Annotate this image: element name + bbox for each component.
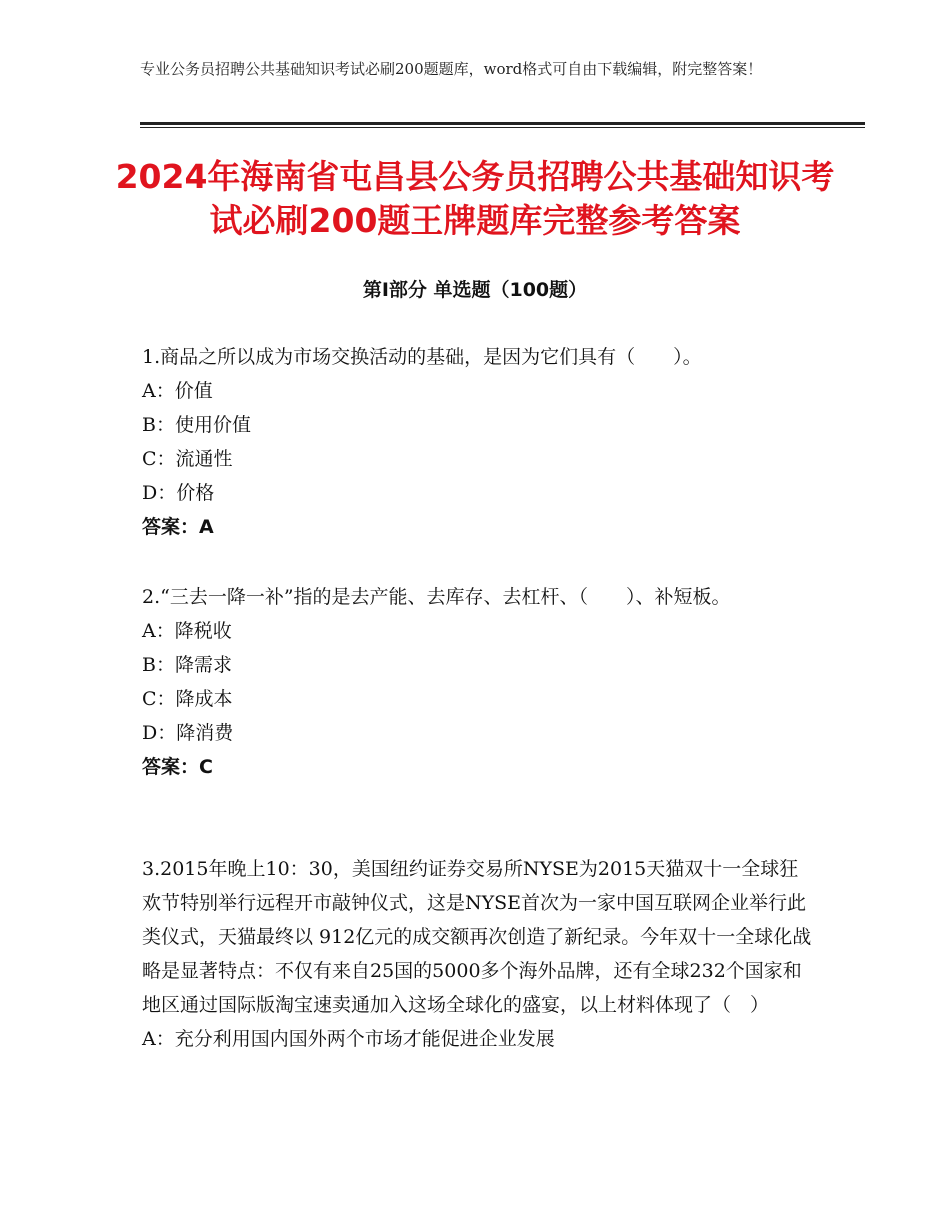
option-b: B：降需求 [142, 654, 232, 676]
answer: 答案：A [142, 516, 214, 538]
option-d: D：价格 [142, 482, 215, 504]
question-stem: 2.“三去一降一补”指的是去产能、去库存、去杠杆、（ ）、补短板。 [142, 586, 731, 608]
answer: 答案：C [142, 756, 213, 778]
option-b: B：使用价值 [142, 414, 251, 436]
section-title: 第Ⅰ部分 单选题（100题） [362, 279, 588, 301]
option-a: A：充分利用国内国外两个市场才能促进企业发展 [142, 1028, 555, 1050]
document-title: 2024年海南省屯昌县公务员招聘公共基础知识考试必刷200题王牌题库完整参考答案 [115, 157, 835, 240]
option-a: A：降税收 [142, 620, 232, 642]
header-rule-thick [140, 122, 865, 125]
question-stem: 1.商品之所以成为市场交换活动的基础，是因为它们具有（ ）。 [142, 346, 702, 368]
question-2 [142, 580, 812, 784]
option-c: C：降成本 [142, 688, 233, 710]
question-3 [142, 852, 812, 1056]
question-1 [142, 340, 812, 544]
option-d: D：降消费 [142, 722, 234, 744]
option-a: A：价值 [142, 380, 213, 402]
question-stem: 3.2015年晚上10：30，美国纽约证券交易所NYSE为2015天猫双十一全球狂欢节特别举行远程开市敲钟仪式，这是NYSE首次为一家中国互联网企业举行此类仪式，天猫最终以 912亿元的成交额再次创造了新纪录。今年双十一全球化战略是显著特点：不仅有来自25国的5000多个海外品牌，还有全球232个国家和地区通过国际版淘宝速卖通加入这场全球化的盛宴，以上材料体现了（ ） [142, 858, 812, 1016]
header-note: 专业公务员招聘公共基础知识考试必刷200题题库，word格式可自由下载编辑，附完整答案！ [140, 60, 763, 78]
header-rule-thin [140, 127, 865, 128]
option-c: C：流通性 [142, 448, 233, 470]
